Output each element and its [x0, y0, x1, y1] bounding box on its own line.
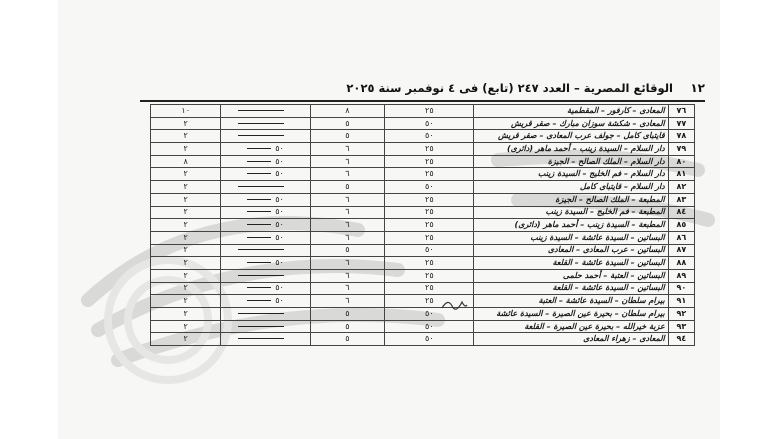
total-value	[151, 181, 221, 194]
route-name	[474, 193, 668, 206]
table-row	[151, 308, 695, 321]
extra-value	[221, 130, 310, 143]
dash-line	[238, 135, 284, 136]
fare-value	[385, 130, 474, 143]
fare-value-text: ٢٥	[425, 296, 434, 306]
fare-value	[385, 143, 474, 156]
route-name	[474, 105, 668, 118]
count-value	[310, 333, 385, 346]
count-value	[310, 308, 385, 321]
fare-value-text: ٢٥	[425, 258, 434, 268]
total-value-text: ٢	[183, 143, 188, 153]
total-value	[151, 231, 221, 244]
total-value-text: ٢	[183, 194, 188, 204]
count-value	[310, 130, 385, 143]
count-value-text: ٥	[345, 118, 350, 128]
route-name	[474, 143, 668, 156]
route-name	[474, 295, 668, 308]
row-number	[668, 231, 694, 244]
fare-value-text: ٢٥	[425, 232, 434, 242]
count-value	[310, 320, 385, 333]
row-number	[668, 206, 694, 219]
total-value-text: ٢	[183, 334, 188, 344]
table-row	[151, 193, 695, 206]
count-value	[310, 206, 385, 219]
table-row	[151, 333, 695, 346]
routes-table-body	[151, 105, 695, 346]
count-value-text: ٦	[345, 143, 350, 153]
count-value-text: ٥	[345, 308, 350, 318]
signature-mark	[440, 296, 468, 312]
row-number	[668, 117, 694, 130]
table-row	[151, 117, 695, 130]
extra-value-text: ٥٠	[275, 156, 284, 166]
count-value-text: ٦	[345, 194, 350, 204]
table-row	[151, 269, 695, 282]
extra-value-text: ٥٠	[275, 207, 284, 217]
route-name-text: البساتين – السيدة عائشة – السيدة زينب	[530, 232, 665, 242]
row-number-text: ٨٣	[676, 194, 687, 204]
dash-line	[247, 262, 271, 263]
fare-value	[385, 219, 474, 232]
route-name	[474, 206, 668, 219]
route-name-text: دار السلام – السيدة زينب – أحمد ماهر (دائرى)	[506, 143, 665, 153]
fare-value-text: ٢٥	[425, 270, 434, 280]
total-value-text: ٢	[183, 296, 188, 306]
row-number	[668, 193, 694, 206]
route-name-text: دار السلام – فم الخليج – السيدة زينب	[537, 169, 665, 179]
fare-value-text: ٥٠	[425, 308, 434, 318]
route-name-text: المطبعة – فم الخليج – السيدة زينب	[545, 207, 665, 217]
count-value	[310, 231, 385, 244]
table-row	[151, 320, 695, 333]
total-value-text: ١٠	[181, 105, 190, 115]
total-value	[151, 206, 221, 219]
fare-value	[385, 155, 474, 168]
extra-value-text: ٥٠	[275, 232, 284, 242]
extra-value	[221, 333, 310, 346]
dash-line	[238, 186, 284, 187]
extra-value	[221, 168, 310, 181]
fare-value	[385, 320, 474, 333]
fare-value-text: ٢٥	[425, 194, 434, 204]
table-row	[151, 168, 695, 181]
count-value-text: ٦	[345, 258, 350, 268]
count-value-text: ٦	[345, 169, 350, 179]
dash-line	[247, 199, 271, 200]
total-value	[151, 105, 221, 118]
route-name-text: بيرام سلطان – بحيرة عين الصيرة – السيدة عائشة	[496, 308, 665, 318]
count-value	[310, 219, 385, 232]
route-name	[474, 155, 668, 168]
fare-value-text: ٢٥	[425, 169, 434, 179]
count-value-text: ٨	[345, 105, 350, 115]
route-name-text: قايتباى كامل – جولف عرب المعادى – صقر قريش	[498, 131, 665, 141]
total-value-text: ٢	[183, 321, 188, 331]
row-number-text: ٩٤	[676, 334, 687, 344]
fare-value-text: ٥٠	[425, 131, 434, 141]
row-number-text: ٧٦	[676, 105, 687, 115]
extra-value	[221, 308, 310, 321]
extra-value-text: ٥٠	[275, 283, 284, 293]
fare-value-text: ٢٥	[425, 143, 434, 153]
row-number-text: ٧٩	[676, 143, 687, 153]
fare-value-text: ٢٥	[425, 220, 434, 230]
row-number-text: ٨٢	[676, 181, 687, 191]
row-number-text: ٨٧	[676, 245, 687, 255]
total-value-text: ٢	[183, 232, 188, 242]
count-value-text: ٦	[345, 232, 350, 242]
count-value	[310, 168, 385, 181]
extra-value	[221, 320, 310, 333]
row-number	[668, 333, 694, 346]
route-name-text: البساتين – السيدة عائشة – القلعة	[552, 283, 665, 293]
total-value	[151, 117, 221, 130]
total-value-text: ٢	[183, 283, 188, 293]
total-value	[151, 143, 221, 156]
header-title: الوقائع المصرية – العدد ٢٤٧ (تابع) فى ٤ نوفمبر سنة ٢٠٢٥	[346, 81, 673, 95]
table-row	[151, 181, 695, 194]
row-number	[668, 181, 694, 194]
row-number	[668, 143, 694, 156]
dash-line	[238, 338, 284, 339]
count-value	[310, 181, 385, 194]
table-row	[151, 155, 695, 168]
total-value	[151, 308, 221, 321]
total-value	[151, 244, 221, 257]
route-name	[474, 282, 668, 295]
total-value-text: ٢	[183, 169, 188, 179]
total-value-text: ٢	[183, 258, 188, 268]
dash-line	[247, 148, 271, 149]
row-number-text: ٩١	[676, 296, 687, 306]
count-value-text: ٦	[345, 270, 350, 280]
row-number-text: ٨١	[676, 169, 687, 179]
fare-value	[385, 269, 474, 282]
total-value-text: ٢	[183, 207, 188, 217]
total-value-text: ٨	[183, 156, 188, 166]
extra-value	[221, 219, 310, 232]
dash-line	[238, 110, 284, 111]
fare-value-text: ٥٠	[425, 181, 434, 191]
row-number	[668, 105, 694, 118]
extra-value	[221, 155, 310, 168]
count-value-text: ٥	[345, 181, 350, 191]
total-value	[151, 193, 221, 206]
dash-line	[247, 211, 271, 212]
count-value	[310, 193, 385, 206]
row-number-text: ٨٨	[676, 258, 687, 268]
route-name	[474, 257, 668, 270]
total-value-text: ٢	[183, 245, 188, 255]
row-number-text: ٨٤	[676, 207, 687, 217]
row-number	[668, 219, 694, 232]
dash-line	[238, 275, 284, 276]
header-rule	[140, 100, 705, 102]
dash-line	[247, 300, 271, 301]
route-name-text: دار السلام – قايتباى كامل	[579, 181, 665, 191]
total-value	[151, 257, 221, 270]
total-value-text: ٢	[183, 220, 188, 230]
route-name	[474, 333, 668, 346]
dash-line	[247, 287, 271, 288]
count-value-text: ٦	[345, 220, 350, 230]
extra-value-text: ٥٠	[275, 258, 284, 268]
extra-value	[221, 269, 310, 282]
fare-value	[385, 105, 474, 118]
row-number	[668, 155, 694, 168]
total-value	[151, 269, 221, 282]
row-number-text: ٧٨	[676, 131, 687, 141]
extra-value-text: ٥٠	[275, 296, 284, 306]
fare-value	[385, 206, 474, 219]
dash-line	[238, 123, 284, 124]
route-name-text: المعادى – شكشة سوزان مبارك – صقر قريش	[510, 118, 665, 128]
table-row	[151, 282, 695, 295]
fare-value-text: ٢٥	[425, 283, 434, 293]
extra-value-text: ٥٠	[275, 143, 284, 153]
total-value-text: ٢	[183, 118, 188, 128]
extra-value-text: ٥٠	[275, 169, 284, 179]
row-number	[668, 295, 694, 308]
row-number	[668, 257, 694, 270]
total-value	[151, 282, 221, 295]
table-row	[151, 206, 695, 219]
count-value-text: ٦	[345, 296, 350, 306]
count-value	[310, 155, 385, 168]
fare-value-text: ٥٠	[425, 321, 434, 331]
count-value-text: ٥	[345, 334, 350, 344]
count-value	[310, 282, 385, 295]
route-name	[474, 269, 668, 282]
count-value	[310, 269, 385, 282]
row-number-text: ٩٣	[676, 321, 687, 331]
total-value	[151, 130, 221, 143]
fare-value-text: ٢٥	[425, 207, 434, 217]
total-value	[151, 333, 221, 346]
row-number-text: ٨٠	[676, 156, 687, 166]
row-number	[668, 244, 694, 257]
table-row	[151, 295, 695, 308]
routes-table	[150, 104, 695, 346]
page-header	[140, 81, 705, 99]
row-number	[668, 130, 694, 143]
count-value-text: ٥	[345, 321, 350, 331]
fare-value	[385, 193, 474, 206]
route-name	[474, 219, 668, 232]
extra-value	[221, 295, 310, 308]
page-number: ١٢	[690, 81, 705, 95]
dash-line	[238, 326, 284, 327]
extra-value	[221, 181, 310, 194]
count-value-text: ٦	[345, 207, 350, 217]
total-value-text: ٢	[183, 181, 188, 191]
route-name-text: المعادى – زهراء المعادى	[583, 334, 665, 344]
row-number	[668, 320, 694, 333]
extra-value	[221, 206, 310, 219]
row-number-text: ٨٩	[676, 270, 687, 280]
route-name	[474, 168, 668, 181]
total-value	[151, 155, 221, 168]
extra-value	[221, 282, 310, 295]
row-number	[668, 308, 694, 321]
total-value	[151, 320, 221, 333]
fare-value	[385, 168, 474, 181]
route-name-text: المطبعة – الملك الصالح – الجيزة	[555, 194, 665, 204]
dash-line	[238, 313, 284, 314]
fare-value	[385, 181, 474, 194]
fare-value	[385, 257, 474, 270]
total-value-text: ٢	[183, 308, 188, 318]
total-value-text: ٢	[183, 131, 188, 141]
route-name-text: عزبة خيرالله – بحيرة عين الصيرة – القلعة	[524, 321, 665, 331]
extra-value	[221, 117, 310, 130]
count-value-text: ٦	[345, 156, 350, 166]
route-name-text: البساتين – عرب المعادى – المعادى	[547, 245, 665, 255]
route-name-text: البساتين – السيدة عائشة – القلعة	[552, 258, 665, 268]
extra-value-text: ٥٠	[275, 220, 284, 230]
row-number-text: ٩٠	[676, 283, 687, 293]
dash-line	[247, 173, 271, 174]
fare-value	[385, 117, 474, 130]
count-value-text: ٥	[345, 245, 350, 255]
document-page	[58, 0, 720, 439]
row-number	[668, 282, 694, 295]
dash-line	[247, 161, 271, 162]
route-name	[474, 244, 668, 257]
route-name	[474, 181, 668, 194]
route-name-text: المطبعة – السيدة زينب – أحمد ماهر (دائرى)	[514, 220, 665, 230]
fare-value	[385, 231, 474, 244]
total-value	[151, 295, 221, 308]
extra-value	[221, 257, 310, 270]
count-value	[310, 295, 385, 308]
route-name	[474, 117, 668, 130]
count-value	[310, 117, 385, 130]
dash-line	[247, 237, 271, 238]
table-row	[151, 130, 695, 143]
extra-value-text: ٥٠	[275, 194, 284, 204]
route-name	[474, 320, 668, 333]
count-value	[310, 143, 385, 156]
route-name-text: المعادى – كارفور – المقطمية	[567, 105, 665, 115]
count-value	[310, 257, 385, 270]
extra-value	[221, 105, 310, 118]
fare-value	[385, 282, 474, 295]
extra-value	[221, 143, 310, 156]
extra-value	[221, 231, 310, 244]
row-number-text: ٩٢	[676, 308, 687, 318]
fare-value-text: ٢٥	[425, 105, 434, 115]
extra-value	[221, 244, 310, 257]
table-row	[151, 257, 695, 270]
fare-value-text: ٢٥	[425, 156, 434, 166]
fare-value-text: ٥٠	[425, 245, 434, 255]
count-value-text: ٥	[345, 131, 350, 141]
route-name-text: البساتين – العتبة – أحمد حلمى	[562, 270, 665, 280]
fare-value	[385, 244, 474, 257]
total-value	[151, 168, 221, 181]
total-value	[151, 219, 221, 232]
count-value	[310, 105, 385, 118]
table-row	[151, 143, 695, 156]
count-value	[310, 244, 385, 257]
row-number	[668, 269, 694, 282]
extra-value	[221, 193, 310, 206]
route-name	[474, 308, 668, 321]
route-name-text: بيرام سلطان – السيدة عائشة – العتبة	[538, 296, 665, 306]
total-value-text: ٢	[183, 270, 188, 280]
table-row	[151, 105, 695, 118]
count-value-text: ٦	[345, 283, 350, 293]
fare-value-text: ٥٠	[425, 118, 434, 128]
row-number	[668, 168, 694, 181]
row-number-text: ٧٧	[676, 118, 687, 128]
table-row	[151, 244, 695, 257]
row-number-text: ٨٥	[676, 220, 687, 230]
table-row	[151, 219, 695, 232]
fare-value	[385, 333, 474, 346]
row-number-text: ٨٦	[676, 232, 687, 242]
route-name	[474, 130, 668, 143]
route-name	[474, 231, 668, 244]
dash-line	[247, 224, 271, 225]
table-row	[151, 231, 695, 244]
fare-value-text: ٥٠	[425, 334, 434, 344]
dash-line	[238, 249, 284, 250]
route-name-text: دار السلام – الملك الصالح – الجيزة	[547, 156, 665, 166]
